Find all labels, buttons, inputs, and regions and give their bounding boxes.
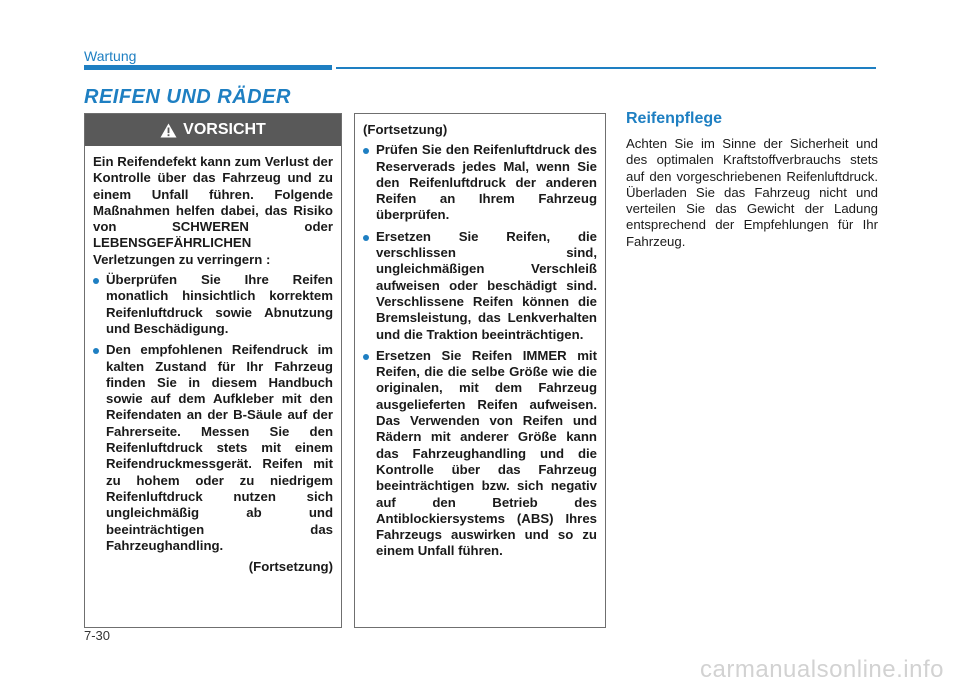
caution-heading: VORSICHT xyxy=(183,121,266,138)
caution-body xyxy=(85,146,341,575)
tire-care-heading: Reifenpflege xyxy=(626,110,723,127)
bullet-text: Ersetzen Sie Reifen, die verschlissen sind, ungleichmäßigen Verschleiß aufweisen oder beschädigt sind. Verschlissene Reifen können die Bremsleistung, das Lenkverhalten und die Traktion beeinträchtigen. xyxy=(376,228,597,342)
list-item xyxy=(363,348,597,560)
watermark: carmanualsonline.info xyxy=(700,656,944,683)
header-rule-thick xyxy=(84,65,332,70)
list-item xyxy=(93,272,333,337)
bullet-text: Den empfohlenen Reifendruck im kalten Zustand für Ihr Fahrzeug finden Sie in diesem Handbuch sowie auf dem Aufkleber mit den Reifendaten an der B-Säule auf der Fahrerseite. Messen Sie den Reifenluftdruck stets mit einem Reifendruckmessgerät. Reifen mit zu hohem oder zu niedrigem Reifenluftdruck nutzen sich ungleichmäßig ab und beeinträchtigen das Fahrzeughandling. xyxy=(106,342,333,553)
tire-care-text: Achten Sie im Sinne der Sicherheit und des optimalen Kraftstoffverbrauchs stets auf den vorgeschriebenen Reifenluftdruck. Überladen Sie das Fahrzeug nicht und verteilen Sie das Gewicht der Ladung entsprechend der Empfehlungen für Ihr Fahrzeug. xyxy=(626,136,878,249)
list-item xyxy=(363,229,597,343)
list-item xyxy=(363,142,597,223)
continued-note: (Fortsetzung) xyxy=(248,559,333,575)
bullet-dot-icon xyxy=(363,235,369,241)
section-label: Wartung xyxy=(84,48,137,64)
caution-bullet-list xyxy=(93,272,333,554)
tire-care-section xyxy=(626,110,878,250)
header-rule-thin xyxy=(336,67,876,69)
caution-box xyxy=(84,113,342,628)
caution-intro: Ein Reifendefekt kann zum Verlust der Kontrolle über das Fahrzeug und zu einem Unfall führen. Folgende Maßnahmen helfen dabei, das Risiko von SCHWEREN oder LEBENSGEFÄHRLICHEN Verletzungen zu verringern : xyxy=(93,154,333,267)
bullet-dot-icon xyxy=(93,278,99,284)
continued-note: (Fortsetzung) xyxy=(363,122,448,137)
continuation-box xyxy=(354,113,606,628)
page-number: 7-30 xyxy=(84,628,111,643)
chapter-title: REIFEN UND RÄDER xyxy=(84,86,291,108)
continuation-body xyxy=(355,114,605,560)
bullet-dot-icon xyxy=(363,148,369,154)
bullet-text: Prüfen Sie den Reifenluftdruck des Reserverads jedes Mal, wenn Sie den Reifenluftdruck der anderen Reifen an Ihrem Fahrzeug überprüfen. xyxy=(376,142,597,223)
caution-header xyxy=(85,114,341,146)
list-item xyxy=(93,342,333,554)
continuation-bullet-list xyxy=(363,142,597,559)
warning-triangle-icon xyxy=(160,123,177,138)
bullet-text: Ersetzen Sie Reifen IMMER mit Reifen, die die selbe Größe wie die originalen, mit dem Fahrzeug ausgelieferten Reifen aufweisen. Das Verwenden von Reifen und Rädern mit anderer Größe kann das Fahrzeughandling und die Kontrolle über das Fahrzeug beeinträchtigen bzw. sich negativ auf den Betrieb des Antiblockiersystems (ABS) Ihres Fahrzeugs auswirken und so zu einem Unfall führen. xyxy=(376,347,597,559)
bullet-text: Überprüfen Sie Ihre Reifen monatlich hinsichtlich korrektem Reifenluftdruck sowie Abnutzung und Beschädigung. xyxy=(106,272,333,336)
bullet-dot-icon xyxy=(93,348,99,354)
bullet-dot-icon xyxy=(363,354,369,360)
